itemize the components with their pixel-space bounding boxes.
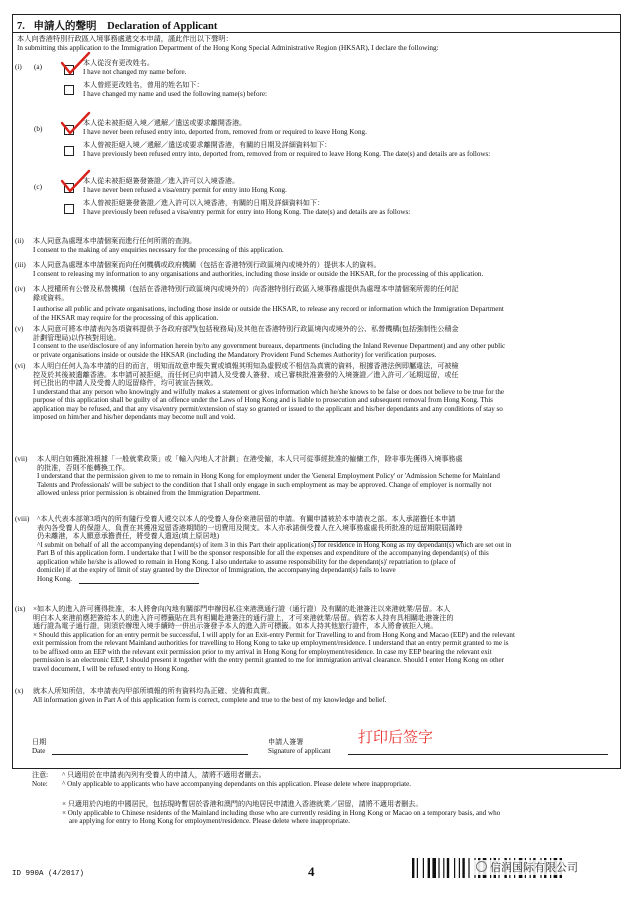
item-v-text — [33, 325, 617, 359]
item-b-opt1 — [83, 119, 618, 136]
watermark — [470, 860, 584, 875]
ix-en-4: permission is an electronic EEP, I should present it together with the entry permit granted to me for immigration arrival clearance. Should I enter Hong Kong on other — [33, 656, 505, 664]
item-ii-text — [33, 237, 617, 254]
section-title-en: Declaration of Applicant — [107, 21, 218, 32]
signature-label-en: Signature of applicant — [268, 746, 331, 755]
vii-en-3: allowed unless prior permission is obtained from the Immigration Department. — [37, 489, 261, 497]
note-1 — [62, 771, 617, 788]
item-v-label: (v) — [15, 325, 24, 333]
iv-en-2: of the HKSAR may require for the processing of this application. — [33, 313, 219, 322]
section-number: 7. — [17, 21, 25, 32]
a-opt2-en: I have changed my name and used the following name(s) before: — [83, 89, 267, 98]
ix-en-2: exit permission from the relevant Mainland authorities for travelling to Hong Kong to take up employment/residence. I understand that an entry permit granted to me is — [33, 639, 509, 647]
a-opt1-en: I have not changed my name before. — [83, 67, 187, 76]
notes-label-zh: 注意: — [32, 771, 49, 779]
item-vii-text — [37, 455, 617, 498]
barcode-bar — [417, 858, 418, 878]
v-zh-1: 本人同意可將本申請表內各項資料提供予各政府部門(包括稅務局)及其他在香港特別行政區境內或境外的公、私營機構(包括強制性公積金 — [33, 325, 459, 333]
iv-en-1: I authorise all public and private organisations, including those inside or outside the HKSAR, to release any record or information which the Immigration Department — [33, 305, 504, 313]
barcode-bar — [438, 858, 439, 878]
x-zh: 就本人所知所信，本申請表內甲部所填報的所有資料均為正確、完備和真實。 — [33, 687, 275, 695]
ix-zh-2: 明白本人來港前應把簽給本人的進入許可標籤貼在具有相關赴港簽注的通行證上，才可來港就業/居留。倘若本人持有具相關赴港簽注的 — [33, 613, 454, 622]
viii-en-4: domicile) if at the expiry of limit of stay granted by the Director of Immigration, the accompanying dependant(s) fails to leave — [37, 566, 396, 574]
barcode-bar — [459, 858, 460, 878]
item-i-c-label: (c) — [34, 183, 42, 191]
item-ix-label: (ix) — [15, 605, 26, 613]
item-vi-label: (vi) — [15, 362, 26, 370]
viii-zh-3: 仍未離港，本人願意承擔責任，將受養人遣返(填上原居地) — [37, 532, 220, 540]
vi-en-1: I understand that any person who knowingly and wilfully makes a statement or gives information which he/she knows to be false or does not believe to be true for the — [33, 387, 505, 396]
item-iv-label: (iv) — [15, 285, 26, 293]
c-opt2-zh: 本人曾被拒絕簽發簽證／進入許可以入境香港，有關的日期及詳細資料如下： — [83, 199, 325, 207]
ii-en: I consent to the making of any enquiries necessary for the processing of this application. — [33, 245, 284, 254]
date-label-zh: 日期 — [32, 738, 47, 746]
note-2-en-1: × Only applicable to Chinese residents of the Mainland including those who are currently residing in Hong Kong or Macao on a temporary basis, and who — [62, 808, 501, 817]
vi-en-4: imposed on him/her and his/her dependants may become null and void. — [33, 413, 236, 421]
notes-label — [32, 771, 48, 788]
section-title-zh: 申請人的聲明 — [33, 21, 97, 32]
form-code: ID 990A (4/2017) — [12, 870, 85, 878]
vii-en-2: Talents and Professionals' will be subject to the condition that I shall only engage in such employment as may be approved. Change of employer is normally not — [37, 480, 492, 489]
date-field[interactable] — [52, 754, 248, 755]
ix-zh-3: 通行證為電子通行證，則須於辦理入境手續時一併出示簽發予本人的進入許可標籤。如本人持其他旅行證件，本人將會被拒入境。 — [33, 622, 438, 630]
iii-zh: 本人同意為處理本申請個案而向任何機構或政府機關（包括在香港特別行政區境內或境外的）提供本人的資料。 — [33, 261, 381, 269]
item-b-opt2 — [83, 141, 618, 158]
barcode-bar — [447, 858, 449, 878]
note-2-en-2: are applying for entry to Hong Kong for employment/residence. Please delete where inappropriate. — [69, 817, 350, 825]
item-c-opt1 — [83, 177, 618, 194]
item-ix-text — [33, 605, 617, 673]
item-ii-label: (ii) — [15, 237, 24, 245]
viii-zh-2: 表內各受養人的保證人，負責在其獲准逗留香港期間的一切費用及開支。本人亦承諾倘受養人在入境事務處處長所批准的逗留期限屆滿時 — [37, 523, 463, 532]
vii-zh-1: 本人明白如獲批准根據「一般就業政策」或「輸入內地人才計劃」在港受僱，本人只可從事經批准的僱傭工作，除非事先獲得入境事務處 — [37, 455, 463, 463]
item-a-opt2 — [83, 81, 613, 98]
note-2-zh: × 只適用於內地的中國居民，包括現時暫居於香港和澳門的內地居民申請進入香港就業／居留，請將不適用者刪去。 — [62, 800, 423, 808]
item-x-text — [33, 687, 617, 704]
item-i-label: (i) — [15, 63, 22, 71]
barcode-bar — [423, 858, 424, 878]
item-i-b-label: (b) — [34, 125, 43, 133]
checkbox-b-opt2[interactable] — [64, 146, 74, 156]
signature-field[interactable] — [348, 754, 608, 755]
item-iii-text — [33, 261, 617, 278]
c-opt1-zh: 本人從未被拒絕簽發簽證／進入許可以入境香港。 — [83, 177, 240, 185]
viii-en-1: ^I submit on behalf of all the accompanying dependant(s) of item 3 in this Part their application(s) for residence in Hong Kong as my dependant(s) which are set out in — [37, 540, 512, 549]
vii-zh-2: 的批准，否則不能轉換工作。 — [37, 463, 130, 472]
vi-zh-2: 控及於其後被遣離香港。本申請可被拒絕，而任何已向申請人及受養人簽發、或已審核批准簽發的入境簽證／進入許可／延期逗留，或任 — [33, 370, 459, 379]
page-number: 4 — [308, 864, 315, 879]
vi-zh-3: 何已批出的申請人及受養人的逗留條件，均可被宣告無效。 — [33, 379, 218, 387]
domicile-line-en[interactable] — [79, 583, 199, 584]
date-label — [32, 738, 46, 755]
iv-zh-2: 錄或資料。 — [33, 293, 69, 302]
intro-en: In submitting this application to the Immigration Department of the Hong Kong Special Administrative Region (HKSAR), I declare the following: — [17, 43, 439, 52]
item-c-opt2 — [83, 199, 618, 216]
item-a-opt1 — [83, 59, 613, 76]
vi-zh-1: 本人明白任何人為本申請的目的而言，明知而故意申報失實或填報其明知為虛假或不相信為真實的資料，根據香港法例即屬違法，可被檢 — [33, 362, 459, 370]
viii-en-2: Part B of this application form. I undertake that I will be the sponsor responsible for all the expenses and expenditure of the accompanying dependant(s) of this — [37, 549, 489, 557]
x-en: All information given in Part A of this application form is correct, complete and true to the best of my knowledge and belief. — [33, 695, 387, 704]
print-then-sign-stamp: 打印后签字 — [358, 728, 434, 746]
item-x-label: (x) — [15, 687, 24, 695]
barcode-bar — [462, 858, 464, 878]
viii-en-3: application while he/she is allowed to remain in Hong Kong. I also undertake to assume responsibility for the dependant(s)' repatriation to (place of — [37, 557, 456, 566]
a-opt2-zh: 本人曾經更改姓名，曾用的姓名如下： — [83, 81, 204, 89]
note-1-zh: ^ 只適用於在申請表內列有受養人的申請人，請將不適用者刪去。 — [62, 771, 266, 779]
vi-en-2: purpose of this application shall be guilty of an offence under the Laws of Hong Kong and is liable to prosecution and subsequent removal from Hong Kong. This — [33, 396, 493, 404]
date-label-en: Date — [32, 746, 46, 755]
item-vi-text — [33, 362, 617, 422]
intro-text — [17, 35, 614, 52]
viii-en-5: Hong Kong. — [37, 574, 73, 583]
item-viii-text — [37, 515, 617, 583]
declaration-frame — [12, 14, 621, 769]
b-opt2-zh: 本人曾被拒絕入境／遞解／遣送或要求離開香港，有關的日期及詳細資料如下： — [83, 141, 332, 149]
barcode-bar — [432, 858, 436, 878]
barcode-bar — [454, 858, 455, 878]
item-iv-text — [33, 285, 617, 322]
iv-zh-1: 本人授權所有公營及私營機構（包括在香港特別行政區境內或境外的）向香港特別行政區入境事務處提供為處理本申請個案所需的任何記 — [33, 285, 459, 293]
b-opt1-zh: 本人從未被拒絕入境／遞解／遣送或要求離開香港。 — [83, 119, 247, 127]
item-iii-label: (iii) — [15, 261, 26, 269]
item-vii-label: (vii) — [15, 455, 28, 463]
viii-zh-1: ^本人代表本部第3項內的所有隨行受養人遞交以本人的受養人身份來港居留的申請。有關申請被於本申請表之部。本人承諾擔任本申請 — [37, 515, 456, 523]
barcode-bar — [412, 858, 414, 878]
watermark-text: 信润国际有限公司 — [490, 861, 578, 874]
checkbox-a-opt2[interactable] — [64, 85, 74, 95]
ix-en-1: × Should this application for an entry permit be successful, I will apply for an Exit-entry Permit for Travelling to and from Hong Kong and Macao (EEP) and the relevant — [33, 630, 515, 639]
b-opt1-en: I have never been refused entry into, deported from, removed from or required to leave Hong Kong. — [83, 127, 367, 136]
note-2 — [62, 800, 622, 826]
v-zh-2: 計劃管理局)以作核對用途。 — [33, 333, 121, 342]
item-i-a-label: (a) — [34, 63, 42, 71]
checkbox-c-opt2[interactable] — [64, 204, 74, 214]
barcode-bar — [428, 858, 430, 878]
signature-label — [268, 738, 331, 755]
signature-label-zh: 申請人簽署 — [268, 738, 304, 746]
domicile-line-zh[interactable] — [313, 541, 463, 542]
ix-en-3: to be affixed onto an EEP with the relevant exit permission prior to my arrival in Hong Kong for employment/residence. In case my EEP bearing the relevant exit — [33, 647, 492, 656]
vii-en-1: I understand that the permission given to me to remain in Hong Kong for employment under the 'General Employment Policy' or 'Admission Scheme for Mainland — [37, 472, 500, 480]
ix-en-5: travel document, I will be refused entry to Hong Kong. — [33, 664, 190, 673]
iii-en: I consent to releasing my information to any organisations and authorities, including those inside or outside the HKSAR, for the processing of this application. — [33, 269, 484, 278]
v-en-2: or private organisations inside or outside the HKSAR (including the Mandatory Provident Fund Schemes Authority) for verification purposes. — [33, 350, 437, 359]
item-viii-label: (viii) — [15, 515, 30, 523]
c-opt2-en: I have previously been refused a visa/entry permit for entry into Hong Kong. The date(s) and details are as follows: — [83, 207, 411, 216]
v-en-1: I consent to the use/disclosure of any information herein by/to any government bureaux, departments (including the Inland Revenue Department) and any other public — [33, 342, 506, 350]
notes-label-en: Note: — [32, 779, 48, 788]
note-1-en: ^ Only applicable to applicants who have accompanying dependants on this application. Please delete where inappropriate. — [62, 779, 412, 788]
ix-zh-1: ×如本人的進入許可獲得批准，本人將會向內地有關部門申辦因私往來港澳通行證（通行證）及有關的赴港簽注以來港就業/居留。本人 — [33, 605, 451, 613]
vi-en-3: application may be refused, and that any visa/entry permit/extension of stay so granted or issued to the applicant and his/her dependants and any conditions of stay so — [33, 404, 503, 413]
intro-zh: 本人向香港特別行政區入境事務處遞交本申請，謹此作出以下聲明： — [17, 35, 233, 43]
ii-zh: 本人同意為處理本申請個案而進行任何所需的查詢。 — [33, 237, 197, 245]
watermark-logo-icon — [476, 861, 487, 872]
c-opt1-en: I have never been refused a visa/entry permit for entry into Hong Kong. — [83, 185, 287, 194]
b-opt2-en: I have previously been refused entry into, deported from, removed from or required to leave Hong Kong. The date(s) and details are as follows: — [83, 149, 491, 158]
a-opt1-zh: 本人從沒有更改姓名。 — [83, 59, 154, 67]
section-header — [13, 15, 620, 33]
barcode-bar — [443, 858, 444, 878]
